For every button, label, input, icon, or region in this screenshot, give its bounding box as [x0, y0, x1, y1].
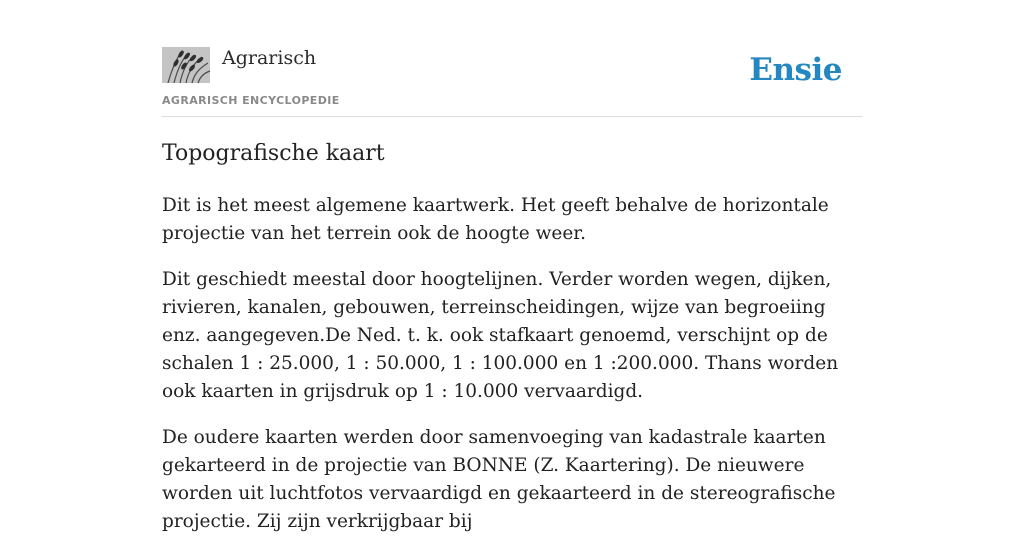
site-subtitle: AGRARISCH ENCYCLOPEDIE: [162, 94, 340, 107]
article-paragraph: Dit geschiedt meestal door hoogtelijnen. Verder worden wegen, dijken, rivieren, kanalen, gebouwen, terreinscheidingen, wijze van begroeiing enz. aangegeven.De Ned. t. k. ook stafkaart genoemd, verschijnt op de schalen 1 : 25.000, 1 : 50.000, 1 : 100.000 en 1 :200.000. Thans worden ook kaarten in grijsdruk op 1 : 10.000 vervaardigd.: [162, 269, 839, 402]
article: [162, 138, 862, 554]
site-header: [162, 46, 862, 117]
page-title: Topografische kaart: [162, 141, 385, 166]
article-paragraph: Dit is het meest algemene kaartwerk. Het geeft behalve de horizontale projectie van het terrein ook de hoogte weer.: [162, 195, 829, 244]
wheat-thumbnail-icon[interactable]: [162, 47, 210, 83]
brand-logo[interactable]: Ensie: [749, 52, 842, 88]
site-name[interactable]: Agrarisch: [222, 47, 317, 69]
article-paragraph: De oudere kaarten werden door samenvoeging van kadastrale kaarten gekarteerd in de projectie van BONNE (Z. Kaartering). De nieuwere worden uit luchtfotos vervaardigd en gekaarteerd in de stereografische projectie. Zij zijn verkrijgbaar bij: [162, 427, 836, 532]
